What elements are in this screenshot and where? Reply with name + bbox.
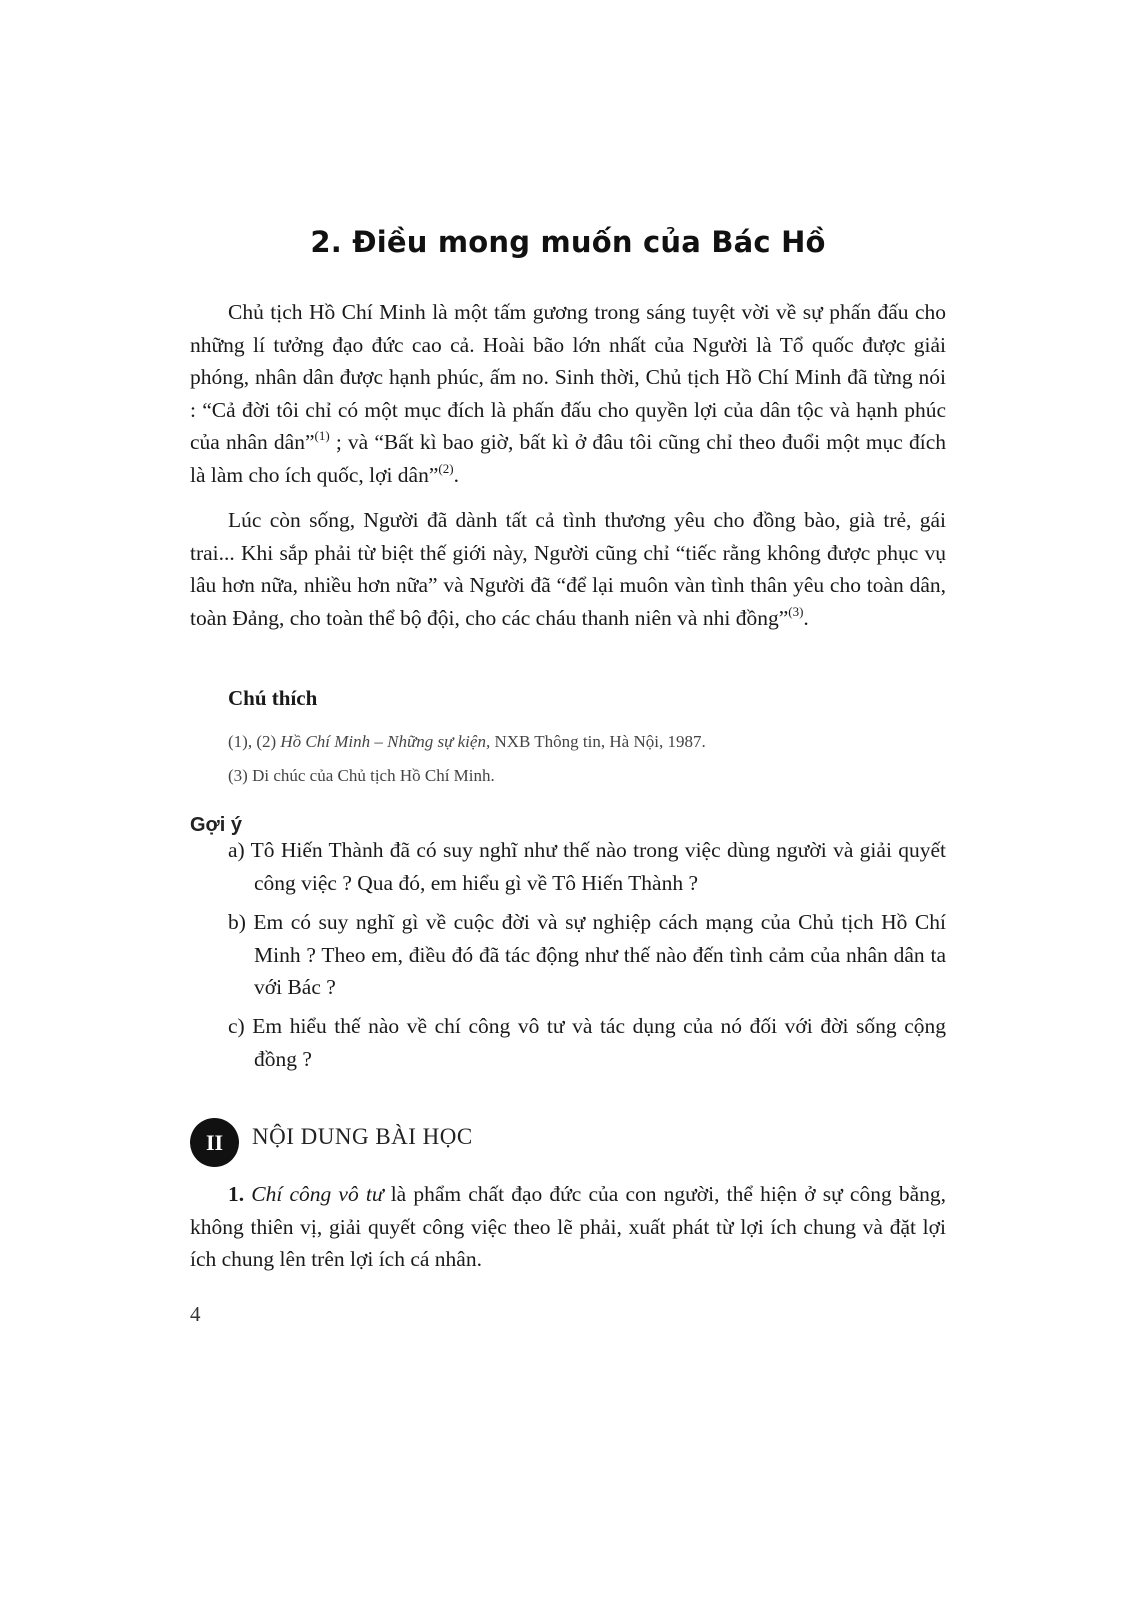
hints-heading: Gợi ý xyxy=(190,814,243,836)
story-paragraph-2 xyxy=(190,504,946,634)
footnote-ref-3: (3) xyxy=(788,603,804,619)
footnote-2: (3) Di chúc của Chủ tịch Hồ Chí Minh. xyxy=(228,766,495,785)
footnote-ref-2: (2) xyxy=(438,460,454,476)
paragraph-text: . xyxy=(453,462,459,487)
story-paragraph-1 xyxy=(190,296,946,492)
footnote-source-title: Hồ Chí Minh – Những sự kiện, xyxy=(280,732,491,751)
paragraph-text: ; và “Bất kì bao giờ, bất kì ở đâu tôi cũng chỉ theo đuổi một mục đích là làm cho ích quốc, lợi dân” xyxy=(190,430,946,487)
textbook-page xyxy=(190,0,946,1600)
footnote-prefix: (1), (2) xyxy=(228,732,281,751)
story-title: 2. Điều mong muốn của Bác Hồ xyxy=(310,225,826,259)
hint-question-a: a) Tô Hiến Thành đã có suy nghĩ như thế nào trong việc dùng người và giải quyết công việc ? Qua đó, em hiểu gì về Tô Hiến Thành ? xyxy=(228,838,946,895)
page-number: 4 xyxy=(190,1302,201,1326)
hint-question-b: b) Em có suy nghĩ gì về cuộc đời và sự nghiệp cách mạng của Chủ tịch Hồ Chí Minh ? Theo em, điều đó đã tác động như thế nào đến tình cảm của nhân dân ta với Bác ? xyxy=(228,910,946,1000)
footnote-1 xyxy=(228,732,706,752)
item-number: 1. xyxy=(228,1182,245,1206)
paragraph-text: là phẩm chất đạo đức của con người, thể hiện ở sự công bằng, không thiên vị, giải quyết công việc theo lẽ phải, xuất phát từ lợi ích chung và đặt lợi ích chung lên trên lợi ích cá nhân. xyxy=(190,1182,947,1272)
section-title: NỘI DUNG BÀI HỌC xyxy=(252,1124,473,1149)
paragraph-text: Lúc còn sống, Người đã dành tất cả tình thương yêu cho đồng bào, già trẻ, gái trai... Khi sắp phải từ biệt thế giới này, Người cũng chỉ “tiếc rằng không được phục vụ lâu hơn nữa, nhiều hơn nữa” và Người đã “để lại muôn vàn tình thân yêu cho toàn dân, toàn Đảng, cho toàn thể bộ đội, cho các cháu thanh niên và nhi đồng” xyxy=(190,508,946,630)
section-number-badge: II xyxy=(190,1118,239,1167)
lesson-paragraph-1 xyxy=(190,1178,946,1276)
footnote-publisher: NXB Thông tin, Hà Nội, 1987. xyxy=(490,732,706,751)
hint-question-c: c) Em hiểu thế nào về chí công vô tư và tác dụng của nó đối với đời sống cộng đồng ? xyxy=(228,1014,946,1071)
footnote-ref-1: (1) xyxy=(314,428,330,444)
paragraph-text: . xyxy=(803,605,809,630)
key-term: Chí công vô tư xyxy=(251,1182,384,1206)
notes-heading: Chú thích xyxy=(228,686,318,710)
paragraph-text: Chủ tịch Hồ Chí Minh là một tấm gương trong sáng tuyệt vời về sự phấn đấu cho những lí tưởng đạo đức cao cả. Hoài bão lớn nhất của Người là Tổ quốc được giải phóng, nhân dân được hạnh phúc, ấm no. Sinh thời, Chủ tịch Hồ Chí Minh đã từng nói : “Cả đời tôi chỉ có một mục đích là phấn đấu cho quyền lợi của dân tộc và hạnh phúc của nhân dân” xyxy=(190,300,946,455)
